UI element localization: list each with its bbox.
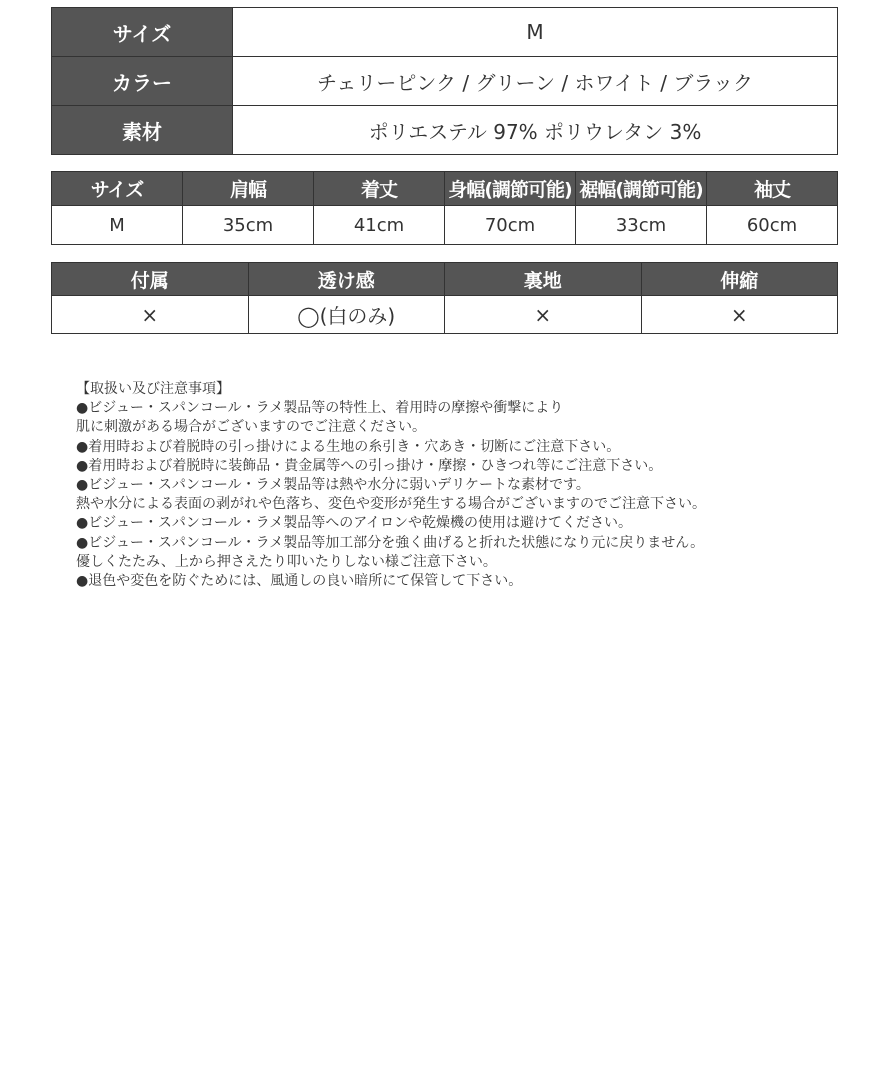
attr-header-sheerness: 透け感 bbox=[248, 263, 445, 296]
size-value-size: M bbox=[52, 206, 183, 245]
size-header-shoulder: 肩幅 bbox=[183, 172, 314, 206]
attr-value-lining: × bbox=[445, 296, 642, 334]
attr-header-lining: 裏地 bbox=[445, 263, 642, 296]
spec-value-color: チェリーピンク / グリーン / ホワイト / ブラック bbox=[233, 57, 838, 106]
spec-value-material: ポリエステル 97% ポリウレタン 3% bbox=[233, 106, 838, 155]
notes-line: ●着用時および着脱時の引っ掛けによる生地の糸引き・穴あき・切断にご注意下さい。 bbox=[76, 438, 621, 455]
size-value-hem-width: 33cm bbox=[576, 206, 707, 245]
size-value-body-width: 70cm bbox=[445, 206, 576, 245]
notes-line: 優しくたたみ、上から押さえたり叩いたりしない様ご注意下さい。 bbox=[76, 553, 497, 570]
attr-value-accessories: × bbox=[52, 296, 249, 334]
notes-line: ●着用時および着脱時に装飾品・貴金属等への引っ掛け・摩擦・ひきつれ等にご注意下さい。 bbox=[76, 457, 663, 474]
size-value-shoulder: 35cm bbox=[183, 206, 314, 245]
spec-label-color: カラー bbox=[52, 57, 233, 106]
attribute-table bbox=[51, 262, 838, 334]
size-header-hem-width: 裾幅(調節可能) bbox=[576, 172, 707, 206]
spec-value-size: M bbox=[233, 8, 838, 57]
attr-header-stretch: 伸縮 bbox=[641, 263, 838, 296]
size-value-length: 41cm bbox=[314, 206, 445, 245]
notes-line: ●ビジュー・スパンコール・ラメ製品等は熱や水分に弱いデリケートな素材です。 bbox=[76, 476, 590, 493]
notes-heading: 【取扱い及び注意事項】 bbox=[76, 381, 230, 397]
notes-line: 熱や水分による表面の剥がれや色落ち、変色や変形が発生する場合がございますのでご注意下さい。 bbox=[76, 496, 706, 513]
attr-value-stretch: × bbox=[641, 296, 838, 334]
size-header-sleeve: 袖丈 bbox=[707, 172, 838, 206]
size-header-body-width: 身幅(調節可能) bbox=[445, 172, 576, 206]
spec-table bbox=[51, 7, 838, 155]
attribute-table-value-row bbox=[52, 296, 838, 334]
attribute-table-header-row bbox=[52, 263, 838, 296]
size-value-sleeve: 60cm bbox=[707, 206, 838, 245]
notes-line: ●ビジュー・スパンコール・ラメ製品等の特性上、着用時の摩擦や衝撃により bbox=[76, 400, 564, 417]
spec-label-material: 素材 bbox=[52, 106, 233, 155]
notes-line: ●ビジュー・スパンコール・ラメ製品等加工部分を強く曲げると折れた状態になり元に戻りません。 bbox=[76, 534, 705, 551]
notes-line: ●退色や変色を防ぐためには、風通しの良い暗所にて保管して下さい。 bbox=[76, 572, 523, 589]
notes-line: ●ビジュー・スパンコール・ラメ製品等へのアイロンや乾燥機の使用は避けてください。 bbox=[76, 515, 632, 532]
spec-label-size: サイズ bbox=[52, 8, 233, 57]
size-header-size: サイズ bbox=[52, 172, 183, 206]
size-header-length: 着丈 bbox=[314, 172, 445, 206]
attr-header-accessories: 付属 bbox=[52, 263, 249, 296]
size-table-header-row bbox=[52, 172, 838, 206]
notes-line: 肌に刺激がある場合がございますのでご注意ください。 bbox=[76, 419, 426, 436]
spec-row-size bbox=[52, 8, 838, 57]
size-table-value-row bbox=[52, 206, 838, 245]
size-table bbox=[51, 171, 838, 245]
spec-row-color bbox=[52, 57, 838, 106]
spec-row-material bbox=[52, 106, 838, 155]
attr-value-sheerness: ◯(白のみ) bbox=[248, 296, 445, 334]
care-notes bbox=[76, 380, 866, 591]
